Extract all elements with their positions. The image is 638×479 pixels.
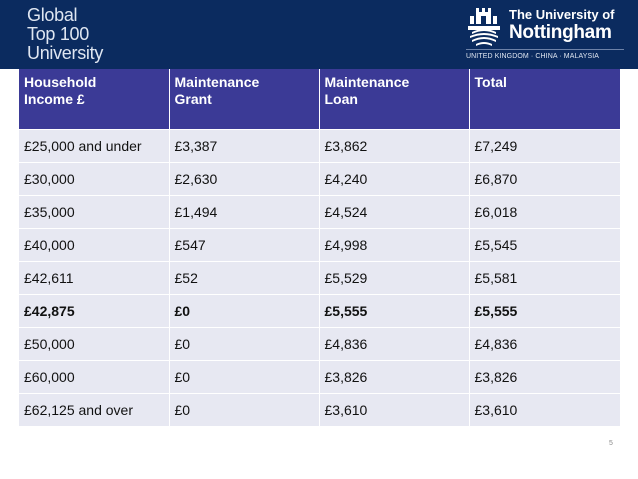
table-row [19,163,620,196]
maintenance-support-table [19,69,620,426]
grant-cell: £1,494 [169,196,319,229]
column-header-total [469,69,620,130]
university-name-line2: Nottingham [509,22,612,43]
university-name-line1: The University of [509,7,615,22]
column-header-maintenance-loan [319,69,469,130]
header-text: Grant [174,91,212,107]
loan-cell: £4,240 [319,163,469,196]
grant-cell: £3,387 [169,130,319,163]
tagline-line: Global [27,5,78,25]
header-text: Total [474,74,507,90]
total-cell: £3,826 [469,361,620,394]
loan-cell: £4,524 [319,196,469,229]
table-row-highlighted [19,295,620,328]
loan-cell: £5,529 [319,262,469,295]
income-cell: £30,000 [19,163,169,196]
income-cell: £35,000 [19,196,169,229]
total-cell: £5,581 [469,262,620,295]
income-cell: £42,611 [19,262,169,295]
header-text: Maintenance [324,74,410,90]
column-header-maintenance-grant [169,69,319,130]
income-cell: £60,000 [19,361,169,394]
page-number: 5 [609,440,613,447]
income-cell: £25,000 and under [19,130,169,163]
grant-cell: £0 [169,394,319,427]
university-name [509,8,614,44]
total-cell: £5,545 [469,229,620,262]
grant-cell: £2,630 [169,163,319,196]
loan-cell: £4,998 [319,229,469,262]
table-header-row [19,69,620,130]
income-cell: £62,125 and over [19,394,169,427]
grant-cell: £547 [169,229,319,262]
income-cell: £40,000 [19,229,169,262]
total-cell: £6,870 [469,163,620,196]
grant-cell: £0 [169,328,319,361]
global-top-100-tagline [27,6,103,63]
total-cell: £3,610 [469,394,620,427]
university-logo [466,4,626,64]
campus-locations: UNITED KINGDOM · CHINA · MALAYSIA [466,53,600,60]
table-row [19,229,620,262]
tagline-line: Top 100 [27,24,89,44]
grant-cell: £0 [169,295,319,328]
grant-cell: £0 [169,361,319,394]
loan-cell: £5,555 [319,295,469,328]
loan-cell: £3,826 [319,361,469,394]
total-cell: £7,249 [469,130,620,163]
tagline-line: University [27,43,104,63]
table-row [19,262,620,295]
total-cell: £6,018 [469,196,620,229]
header-text: Income £ [24,91,85,107]
header-text: Maintenance [174,74,260,90]
income-cell: £50,000 [19,328,169,361]
loan-cell: £4,836 [319,328,469,361]
table-row [19,328,620,361]
university-crest-icon [466,6,502,48]
table-row [19,394,620,427]
loan-cell: £3,862 [319,130,469,163]
table-row [19,361,620,394]
header-text: Loan [324,91,358,107]
total-cell: £5,555 [469,295,620,328]
header-text: Household [24,74,97,90]
income-cell: £42,875 [19,295,169,328]
table-row [19,196,620,229]
loan-cell: £3,610 [319,394,469,427]
header-banner [0,0,638,69]
total-cell: £4,836 [469,328,620,361]
logo-divider [466,49,624,50]
grant-cell: £52 [169,262,319,295]
table-row [19,130,620,163]
column-header-household-income [19,69,169,130]
